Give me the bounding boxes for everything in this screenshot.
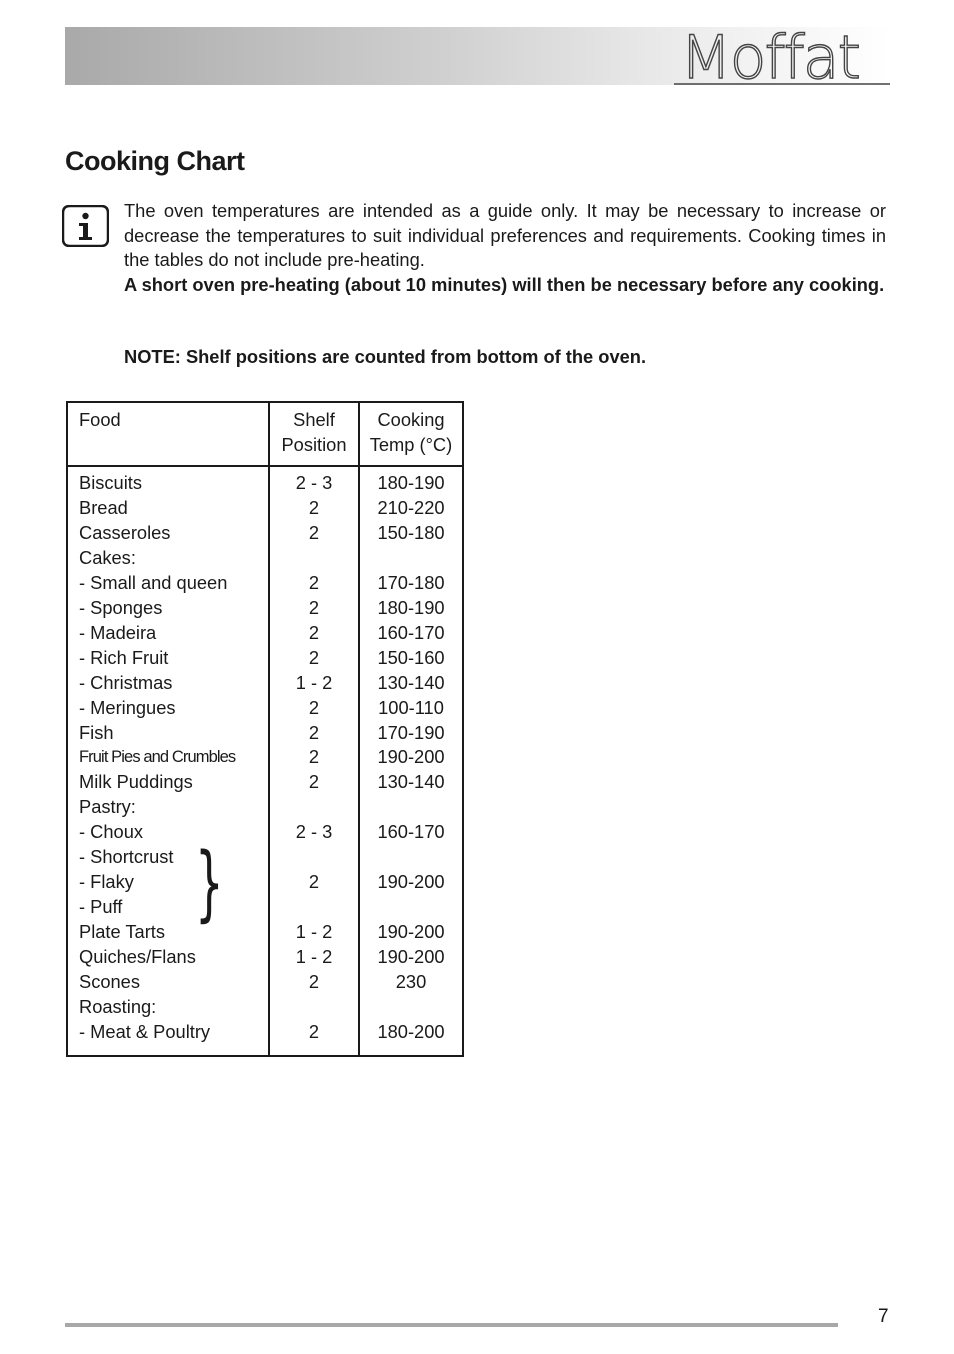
table-cell-shelf: 2 (308, 771, 320, 793)
table-row (68, 895, 462, 920)
table-cell-temp: 100-110 (378, 696, 444, 718)
table-cell-food: - Small and queen (79, 571, 228, 593)
table-cell-temp: 210-220 (377, 496, 445, 518)
table-cell-food: - Sponges (79, 596, 163, 618)
table-cell-food: - Madeira (79, 621, 157, 643)
table-cell-food: Plate Tarts (79, 921, 166, 943)
table-cell-shelf: 2 (308, 496, 320, 518)
table-row (68, 496, 462, 521)
footer-line (65, 1323, 838, 1327)
header-food: Food (79, 409, 121, 430)
table-cell-food: - Choux (79, 821, 144, 843)
preheat-warning: A short oven pre-heating (about 10 minutes) will then be necessary before any cooking. (124, 273, 885, 295)
table-cell-temp: 160-170 (377, 621, 445, 643)
table-cell-shelf: 2 (308, 971, 320, 992)
table-cell-shelf: 2 (308, 646, 320, 668)
table-row (68, 596, 462, 621)
table-cell-food: Cakes: (79, 546, 136, 568)
header-divider (68, 465, 462, 467)
header-shelf-line1: Shelf (293, 409, 335, 430)
table-cell-temp: 230 (395, 971, 427, 992)
table-row (68, 995, 462, 1020)
table-row (68, 721, 462, 746)
table-cell-food: Roasting: (79, 995, 157, 1017)
table-row (68, 521, 462, 546)
table-cell-shelf: 2 (308, 621, 320, 643)
table-cell-shelf: 2 (308, 1020, 320, 1042)
table-row (68, 970, 462, 995)
header-shelf-position (270, 408, 358, 457)
header-temp-line2: Temp (°C) (369, 433, 453, 455)
table-cell-shelf: 1 - 2 (295, 671, 333, 693)
info-icon (62, 205, 109, 247)
table-cell-temp: 150-160 (377, 646, 445, 668)
intro-text (124, 199, 886, 297)
table-row (68, 920, 462, 945)
table-cell-food: - Flaky (79, 871, 134, 893)
header-shelf-line2: Position (281, 433, 347, 455)
table-cell-temp: 190-200 (377, 921, 445, 943)
table-row (68, 770, 462, 795)
table-row (68, 820, 462, 845)
table-cell-food: Fish (79, 721, 114, 743)
table-row (68, 745, 462, 770)
table-cell-temp: 180-200 (377, 1020, 445, 1042)
table-cell-food: - Meat & Poultry (79, 1020, 211, 1042)
table-cell-food: Casseroles (79, 521, 171, 543)
table-cell-temp: 190-200 (377, 871, 445, 893)
table-cell-shelf: 2 (308, 696, 320, 718)
table-cell-temp: 190-200 (377, 946, 445, 968)
page-number: 7 (878, 1306, 889, 1327)
table-cell-food: - Christmas (79, 671, 173, 693)
table-cell-shelf: 2 (308, 521, 320, 543)
table-cell-shelf: 2 (308, 871, 320, 893)
table-cell-food: - Shortcrust (79, 846, 174, 868)
table-cell-temp: 190-200 (377, 746, 445, 768)
table-cell-shelf: 2 (308, 596, 320, 618)
table-cell-shelf: 2 - 3 (295, 472, 333, 493)
table-cell-shelf: 1 - 2 (295, 921, 333, 943)
table-cell-shelf: 1 - 2 (295, 946, 333, 968)
intro-paragraph: The oven temperatures are intended as a guide only. It may be necessary to increase or decrease the temperatures to suit individual preferences and requirements. Cooking times in the tables do not include pre-heating. (124, 200, 886, 271)
table-cell-shelf: 2 (308, 571, 320, 593)
table-row (68, 1020, 462, 1045)
table-cell-temp: 130-140 (377, 671, 445, 693)
table-cell-temp: 170-190 (377, 721, 445, 743)
table-cell-temp: 150-180 (377, 521, 445, 543)
table-cell-food: Fruit Pies and Crumbles (79, 748, 236, 767)
header-cooking-temp (360, 408, 462, 457)
shelf-note: NOTE: Shelf positions are counted from bottom of the oven. (124, 346, 647, 367)
table-row (68, 696, 462, 721)
svg-text:Moffat: Moffat (680, 23, 860, 93)
table-cell-food: Milk Puddings (79, 771, 193, 793)
table-cell-food: Bread (79, 496, 128, 518)
table-cell-food: Pastry: (79, 796, 136, 818)
table-row (68, 795, 462, 820)
table-cell-temp: 180-190 (377, 596, 445, 618)
table-cell-food: - Puff (79, 896, 123, 918)
table-row (68, 571, 462, 596)
table-row (68, 471, 462, 496)
table-row (68, 671, 462, 696)
table-cell-food: - Meringues (79, 696, 176, 718)
table-cell-food: Quiches/Flans (79, 946, 196, 968)
page-title: Cooking Chart (65, 146, 245, 176)
pastry-group-brace: } (195, 836, 224, 931)
table-cell-shelf: 2 (308, 721, 320, 743)
header-temp-line1: Cooking (377, 409, 445, 430)
table-row (68, 845, 462, 870)
table-cell-shelf: 2 (308, 746, 320, 768)
moffat-logo (674, 22, 892, 94)
table-row (68, 870, 462, 895)
table-cell-food: Biscuits (79, 472, 142, 493)
table-row (68, 646, 462, 671)
cooking-chart-table (66, 401, 464, 1057)
table-cell-temp: 130-140 (377, 771, 445, 793)
table-cell-temp: 160-170 (377, 821, 445, 843)
table-row (68, 945, 462, 970)
table-cell-temp: 170-180 (377, 571, 445, 593)
table-cell-food: Scones (79, 971, 140, 992)
table-cell-temp: 180-190 (377, 472, 445, 493)
table-row (68, 621, 462, 646)
table-row (68, 546, 462, 571)
table-cell-shelf: 2 - 3 (295, 821, 333, 843)
table-cell-food: - Rich Fruit (79, 646, 169, 668)
